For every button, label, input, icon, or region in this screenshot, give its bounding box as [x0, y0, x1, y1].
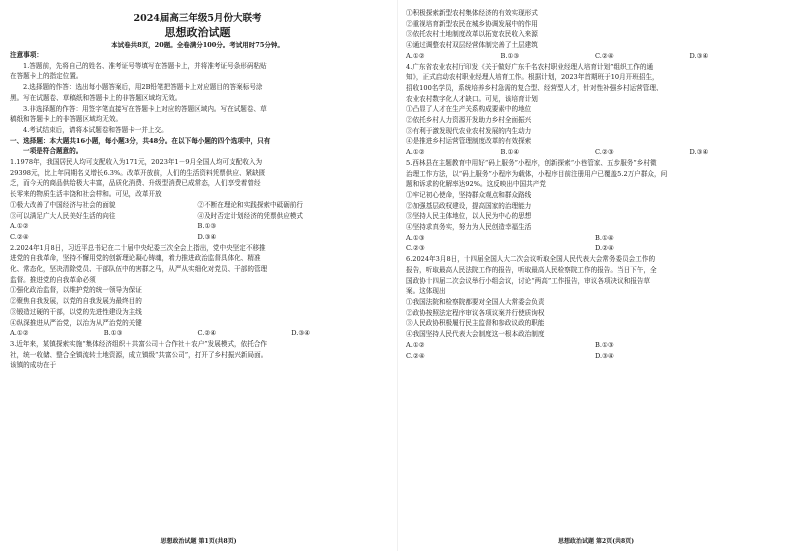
q4-statement: ②依托乡村人力资源开发助力乡村全面振兴 [406, 116, 532, 125]
q1-option: D.③④ [197, 232, 217, 241]
q2-statement: ②聚焦自我发展，以党的自我发展为最终目的 [10, 297, 142, 306]
page-footer: 思想政治试题 第1页(共8页) [160, 538, 237, 545]
q3-stem: 3.近年来，某镇探索实施“集体经济组织＋共富公司＋合作社＋农户”发展模式，依托合作 [10, 339, 267, 348]
q2-option: C.②④ [197, 329, 217, 338]
q1-stem: 乏，而今天的商品供给极大丰富，品质化消费、升级型消费已成常态，人们享受着曾经 [10, 179, 261, 188]
exam-page-right [397, 0, 794, 551]
q2-statement: ④纵深推进从严治党，以治为从严治党的关键 [10, 318, 142, 327]
q6-option: A.①② [406, 340, 425, 349]
notice-line: 黑。写在试题卷、草稿纸和答题卡上的非答题区域均无效。 [10, 93, 182, 102]
notice-heading: 注意事项： [10, 51, 43, 59]
q1-options-row [10, 221, 385, 232]
q5-statement: ③坚持人民主体地位，以人民为中心的思想 [406, 212, 532, 221]
q4-stem: 招收100名学员，系统培养乡村急需的复合型、经营型人才，针对性补强乡村运营管理、 [406, 83, 663, 92]
q2-option: D.③④ [291, 329, 311, 338]
exam-note: 本试卷共8页，20题。全卷满分100分。考试用时75分钟。 [111, 41, 284, 49]
q5-stem: 治理工作方法，以“码上服务”小程序为载体，小程序目前注册用户已覆盖5.2万户群众，问 [406, 169, 668, 178]
q1-statement: ①极大改善了中国经济与社会的面貌 [10, 200, 116, 209]
q5-statement: ④坚持求真务实，努力为人民创造幸福生活 [406, 223, 532, 232]
q4-stem: 知》，正式启动农村职业经理人培育工作。根据计划，2023年首期班于10月开班招生， [406, 73, 659, 82]
q6-stem: 案。这体现出 [406, 287, 446, 296]
q3-statement: ④通过调整农村双层经营体制完善了土层建筑 [406, 41, 538, 50]
q2-options-row [10, 328, 385, 339]
notice-line: 4.考试结束后，请将本试题卷和答题卡一并上交。 [23, 125, 168, 134]
notice-line: 2.选择题的作答：选出每小题答案后，用2B铅笔把答题卡上对应题目的答案标号涂 [23, 83, 263, 92]
q2-option: A.①② [10, 329, 29, 338]
q3-stem: 社，统一收储、整合全镇流转土地资源，成立镇级“共富公司”，打开了乡村振兴新局面。 [10, 350, 268, 359]
q3-statement: ③依托农村土地制度改革以拓宽农民收入来源 [406, 30, 538, 39]
q1-statement: ③可以满足广大人民美好生活的向往 [10, 211, 116, 220]
q5-stem: 题和诉求的化解率达92%。这反映出中国共产党 [406, 180, 546, 189]
q4-option: A.①② [406, 148, 425, 157]
q3-stem: 该镇的成功在于 [10, 361, 57, 370]
q2-stem: 监督。推进党的自我革命必须 [10, 275, 96, 284]
q6-stem: 国政协十四届二次会议举行小组会议，讨论“两高”工作报告，审议各项决议和报告草 [406, 276, 651, 285]
q6-stem: 6.2024年3月8日，十四届全国人大二次会议听取全国人民代表大会常务委员会工作的 [406, 255, 656, 264]
q1-stem: 29398元，比上年同期名义增长6.3%。改革开放前，人们的生活资料凭票供应、紧缺匮 [10, 168, 266, 177]
q6-statement: ①我国法院和检察院都要对全国人大常委会负责 [406, 297, 545, 306]
q1-option: A.①② [10, 222, 29, 231]
q4-options-row [406, 147, 784, 158]
q6-options-row [406, 351, 784, 362]
exam-subject: 思想政治试题 [164, 26, 231, 39]
q1-options-row [10, 232, 385, 243]
q6-options-row [406, 340, 784, 351]
q1-option: B.①③ [197, 222, 217, 231]
q5-statement: ②加强基层政权建设，提高国家的治理能力 [406, 201, 532, 210]
q3-options-row [406, 51, 784, 62]
q4-option: C.②③ [595, 148, 614, 157]
q5-option: C.②③ [406, 244, 425, 253]
q1-statement-row [10, 211, 385, 222]
q6-stem: 报告，听取最高人民法院工作的报告，听取最高人民检察院工作的报告。当日下午，全 [406, 265, 657, 274]
q4-option: D.③④ [689, 148, 709, 157]
q1-statement: ②不断在理论和实践探索中砥砺前行 [197, 200, 303, 209]
notice-line: 1.答题前，先将自己的姓名、准考证号等填写在答题卡上，并将准考证号条形码粘贴 [23, 61, 267, 70]
notice-line: 在答题卡上的指定位置。 [10, 72, 83, 81]
q6-option: B.①③ [595, 340, 614, 349]
q5-options-row [406, 243, 784, 254]
q3-option: C.②④ [595, 51, 614, 60]
q2-statement: ①强化政治监督，以维护党的统一领导为保证 [10, 286, 142, 295]
q5-option: D.②④ [595, 244, 614, 253]
q2-statement: ③锻造过硬的干部，以党的先进性建设为主线 [10, 307, 142, 316]
exam-title: 2024届高三年级5月份大联考 [133, 13, 262, 24]
q3-statement: ①积极探索新型农村集体经济的有效实现形式 [406, 9, 538, 17]
q6-statement: ②政协按照法定程序审议各项议案并行使质询权 [406, 308, 545, 317]
notice-line: 稿纸和答题卡上的非答题区域均无效。 [10, 115, 123, 124]
q5-option: A.①③ [406, 233, 425, 242]
page-footer: 思想政治试题 第2页(共8页) [557, 538, 635, 545]
q3-option: A.①② [406, 51, 425, 60]
q3-option: B.①③ [500, 51, 520, 60]
q6-option: C.②④ [406, 351, 425, 360]
q5-statement: ①牢记初心使命，坚持群众观点和群众路线 [406, 190, 532, 199]
q2-stem: 2.2024年1月8日，习近平总书记在二十届中央纪委三次全会上指出，党中央坚定不移推 [10, 243, 266, 252]
q4-stem: 农业农村数字化人才缺口。可见，该培育计划 [406, 94, 538, 103]
q6-statement: ④我国坚持人民代表大会制度这一根本政治制度 [406, 330, 545, 339]
q4-statement: ①凸显了人才在生产关系构成要素中的地位 [406, 105, 532, 114]
q3-option: D.③④ [689, 51, 709, 60]
q5-options-row [406, 233, 784, 244]
section-heading: 一、选择题：本大题共16小题，每小题3分，共48分。在以下每小题的四个选项中，只有 [10, 136, 271, 145]
q3-statement: ②重视培育新型农民在城乡协调发展中的作用 [406, 19, 538, 28]
q2-stem: 化、常态化，坚决清除党员、干部队伍中的害群之马，从严从实细化对党员、干部的管理 [10, 265, 268, 274]
q4-statement: ④是推进乡村运营管理制度改革的有效探索 [406, 137, 532, 146]
q2-option: B.①③ [103, 329, 123, 338]
q1-statement-row [10, 200, 385, 211]
q2-stem: 进党的自我革命，坚持不懈用党的创新理论凝心铸魂，着力推进政治监督具体化、精准 [10, 254, 261, 263]
q4-statement: ③有利于激发现代农业农村发展的内生动力 [406, 126, 532, 135]
q1-stem: 1.1978年，我国居民人均可支配收入为171元，2023年1－9月全国人均可支配收入为 [10, 158, 263, 167]
q4-option: B.①④ [500, 148, 520, 157]
q1-stem: 长零来的物质生活丰饶和社会样和。可见，改革开放 [10, 190, 162, 199]
q1-statement: ④及时否定计划经济的凭票供应模式 [197, 211, 303, 220]
q6-option: D.③④ [595, 351, 614, 360]
q6-statement: ③人民政协积极履行民主监督和参政议政的职能 [406, 319, 545, 328]
q1-option: C.②④ [10, 232, 29, 241]
q4-stem: 4.广东省农业农村厅印发《关于做好广东千名农村职业经理人培育计划”组织工作的通 [406, 62, 654, 71]
section-heading: 一项是符合题意的。 [23, 147, 83, 156]
q5-option: B.①④ [595, 233, 614, 242]
q5-stem: 5.西林县在主题教育中用好“码上服务”小程序，创新探索“小巷管家、五步服务”乡村微 [406, 158, 657, 167]
notice-line: 3.非选择题的作答：用签字笔直接写在答题卡上对应的答题区域内。写在试题卷、草 [23, 104, 267, 113]
